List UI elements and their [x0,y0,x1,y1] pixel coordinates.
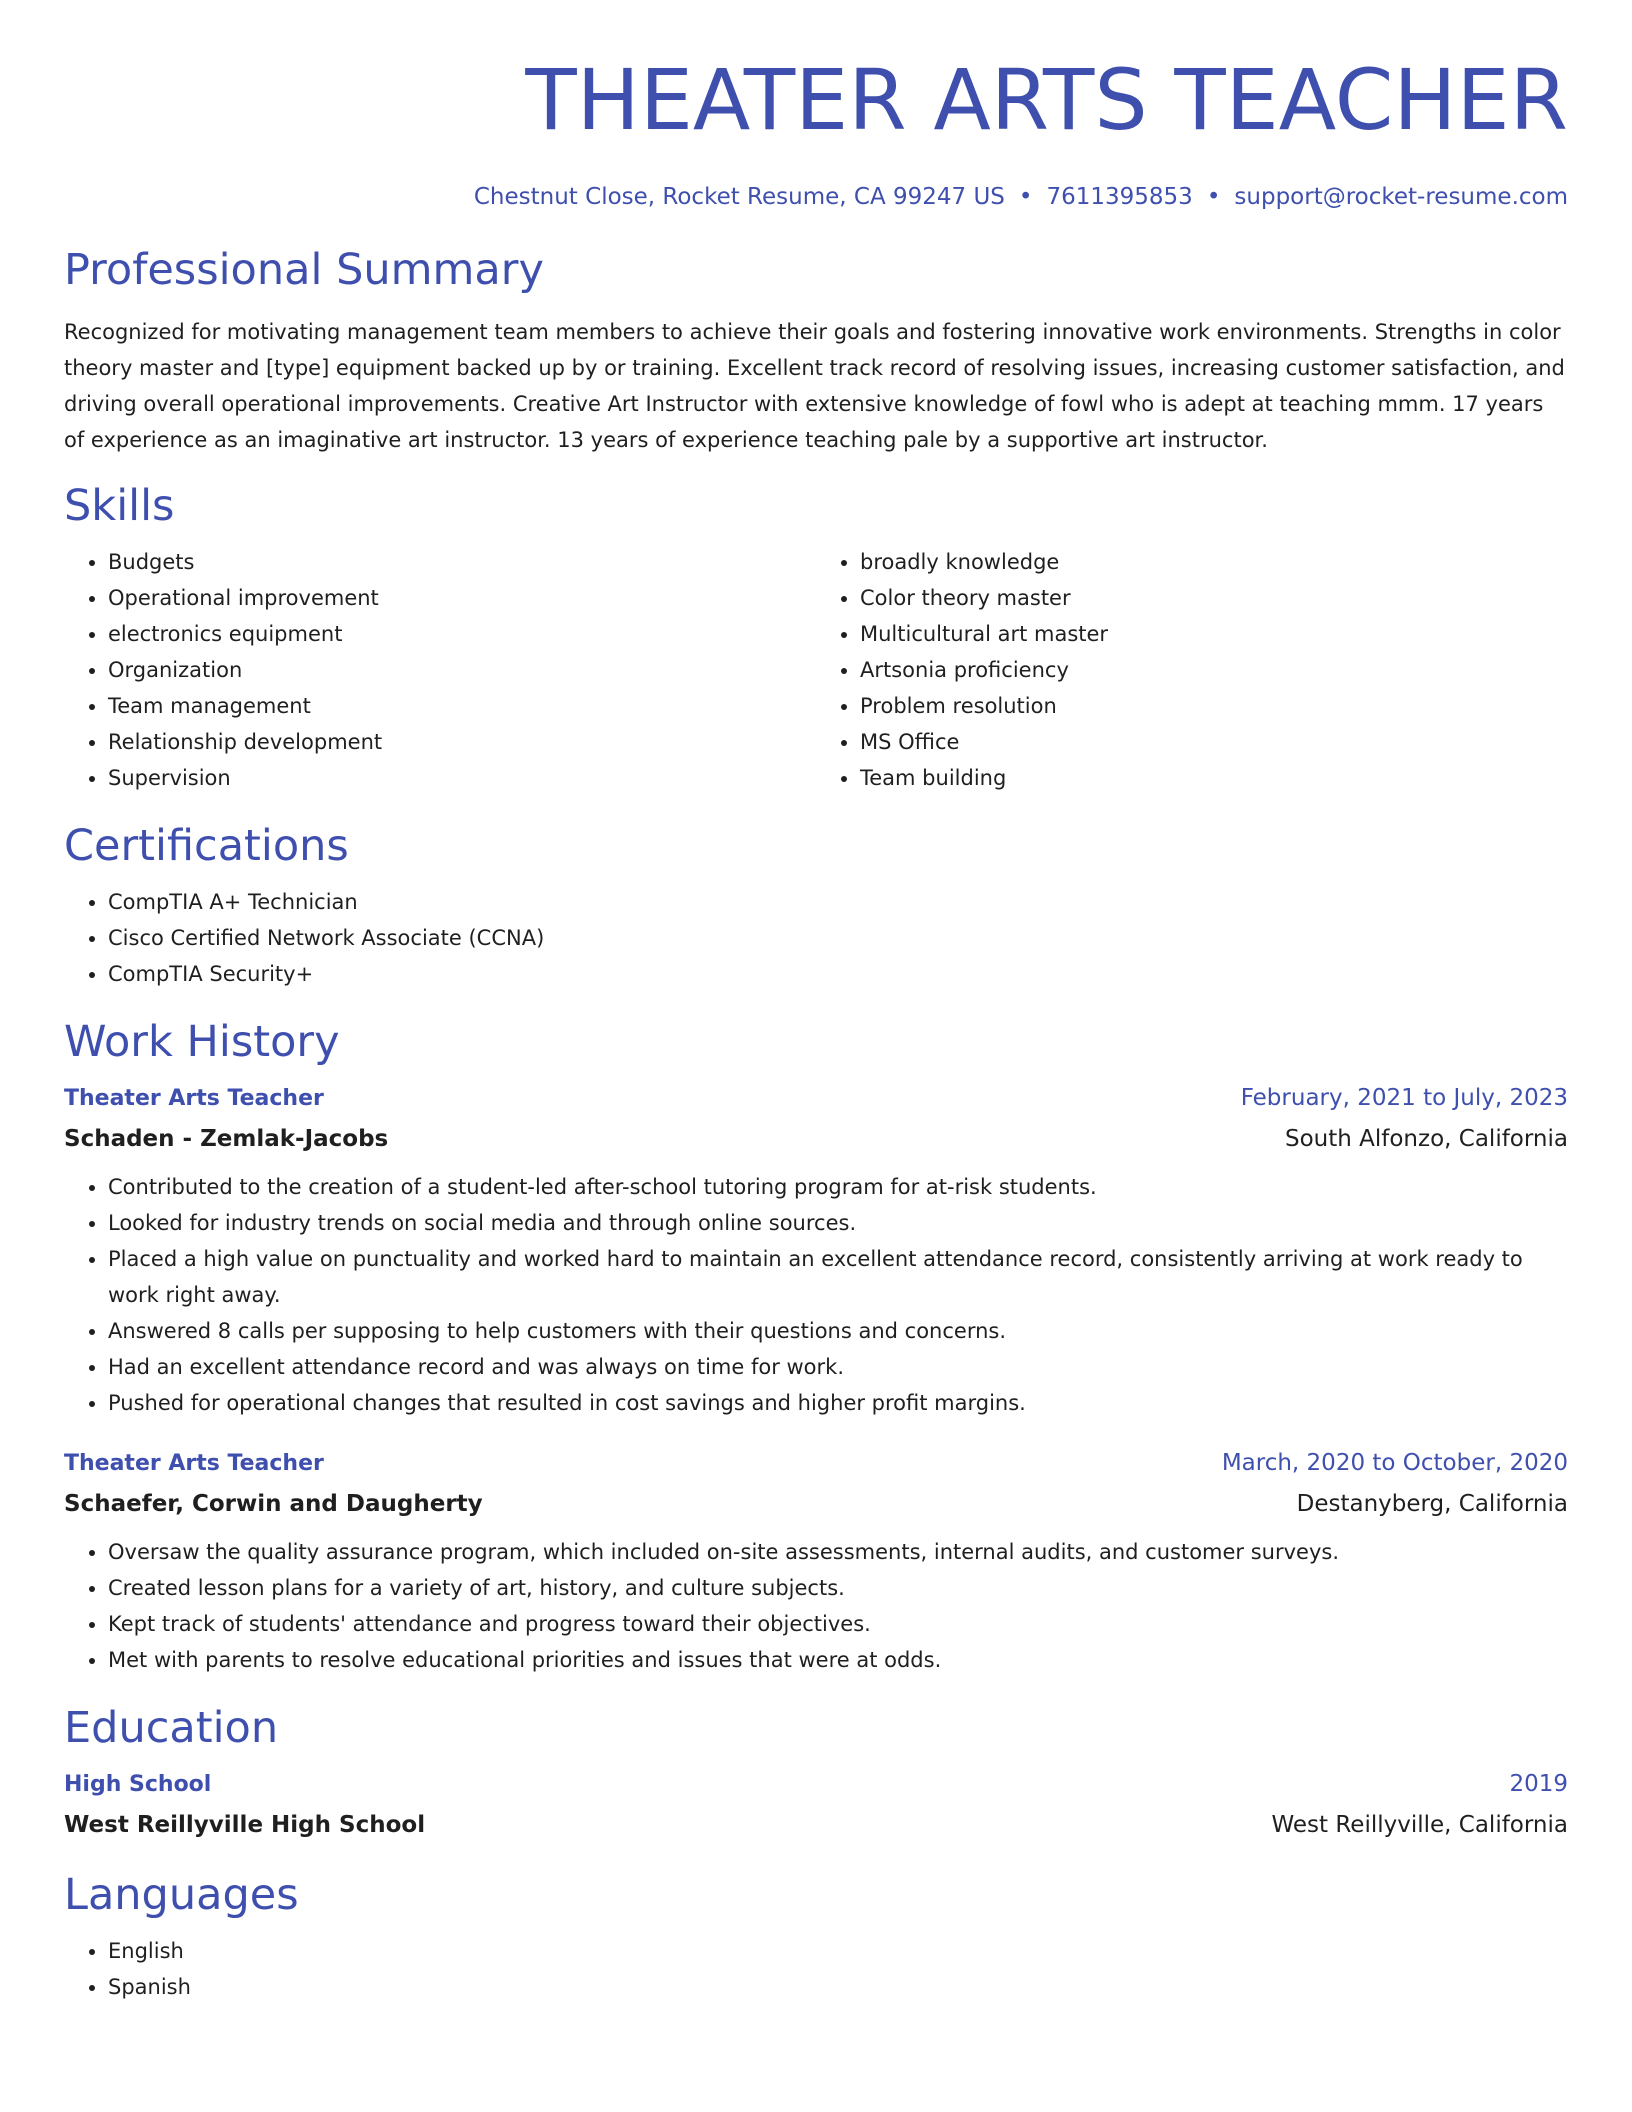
contact-email[interactable]: support@rocket-resume.com [1234,184,1568,210]
resume-title: THEATER ARTS TEACHER [525,51,1568,149]
languages-list [64,1933,1568,2005]
certification-item: • Cisco Certified Network Associate (CCNA) [108,920,1568,956]
certification-item: • CompTIA A+ Technician [108,884,1568,920]
job-bullet: • Had an excellent attendance record and was always on time for work. [108,1349,1568,1385]
job-location: Destanyberg, California [1296,1491,1568,1517]
job-bullet: • Created lesson plans for a variety of art, history, and culture subjects. [108,1570,1568,1606]
job-role: Theater Arts Teacher [64,1451,324,1476]
job-dates: February, 2021 to July, 2023 [1240,1085,1568,1111]
skills-heading: Skills [64,481,175,531]
contact-address: Chestnut Close, Rocket Resume, CA 99247 US [473,184,1005,210]
education-header [64,1764,1568,1805]
job-company: Schaden - Zemlak-Jacobs [64,1126,389,1152]
skills-list-right [816,544,1568,796]
job-bullet: • Oversaw the quality assurance program, which included on-site assessments, internal audits, and customer surveys. [108,1534,1568,1570]
education-heading: Education [64,1703,279,1753]
job-subheader [64,1484,1568,1524]
skill-item: • Budgets [108,544,816,580]
education-subheader [64,1805,1568,1845]
job-bullets [64,1169,1568,1421]
language-item: • Spanish [108,1969,1568,2005]
work-history-heading: Work History [64,1017,340,1067]
job-bullet: • Contributed to the creation of a student-led after-school tutoring program for at-risk students. [108,1169,1568,1205]
job-bullet: • Pushed for operational changes that resulted in cost savings and higher profit margins. [108,1385,1568,1421]
skills-list-left [64,544,816,796]
skill-item: • Problem resolution [860,688,1568,724]
contact-line [64,180,1568,214]
skill-item: • electronics equipment [108,616,816,652]
job-header [64,1443,1568,1484]
education-year: 2019 [1509,1771,1568,1797]
education-entry [64,1764,1568,1845]
education-degree: High School [64,1772,212,1797]
certification-item: • CompTIA Security+ [108,956,1568,992]
job-entry [64,1078,1568,1421]
skill-item: • MS Office [860,724,1568,760]
skill-item: • Operational improvement [108,580,816,616]
education-school: West Reillyville High School [64,1812,426,1838]
job-bullet: • Looked for industry trends on social media and through online sources. [108,1205,1568,1241]
skill-item: • Supervision [108,760,816,796]
skills-grid [64,544,1568,796]
skill-item: • Team management [108,688,816,724]
skill-item: • Relationship development [108,724,816,760]
job-subheader [64,1119,1568,1159]
job-header [64,1078,1568,1119]
certifications-list [64,884,1568,992]
summary-heading: Professional Summary [64,245,544,295]
contact-phone: 7611395853 [1046,184,1193,210]
education-location: West Reillyville, California [1271,1812,1568,1838]
job-role: Theater Arts Teacher [64,1086,324,1111]
skill-item: • Artsonia proficiency [860,652,1568,688]
job-bullet: • Met with parents to resolve educational priorities and issues that were at odds. [108,1642,1568,1678]
job-bullet: • Kept track of students' attendance and progress toward their objectives. [108,1606,1568,1642]
language-item: • English [108,1933,1568,1969]
skill-item: • Color theory master [860,580,1568,616]
skill-item: • Multicultural art master [860,616,1568,652]
skill-item: • broadly knowledge [860,544,1568,580]
skill-item: • Organization [108,652,816,688]
job-location: South Alfonzo, California [1284,1126,1568,1152]
contact-separator: • [1018,184,1033,210]
job-bullet: • Answered 8 calls per supposing to help customers with their questions and concerns. [108,1313,1568,1349]
contact-separator: • [1206,184,1221,210]
skill-item: • Team building [860,760,1568,796]
job-bullet: • Placed a high value on punctuality and worked hard to maintain an excellent attendance record, consistently arriving at work ready to work right away. [108,1241,1568,1313]
certifications-heading: Certifications [64,821,349,871]
job-company: Schaefer, Corwin and Daugherty [64,1491,483,1517]
job-dates: March, 2020 to October, 2020 [1221,1450,1568,1476]
job-entry [64,1443,1568,1678]
job-bullets [64,1534,1568,1678]
languages-heading: Languages [64,1870,299,1920]
summary-text: Recognized for motivating management team members to achieve their goals and fostering innovative work environments. Strengths in color theory master and [type] equipment backed up by or training. Excellent track record of resolving issues, increasing customer satisfaction, and driving overall operational improvements. Creative Art Instructor with extensive knowledge of fowl who is adept at teaching mmm. 17 years of experience as an imaginative art instructor. 13 years of experience teaching pale by a supportive art instructor. [64,320,1565,452]
